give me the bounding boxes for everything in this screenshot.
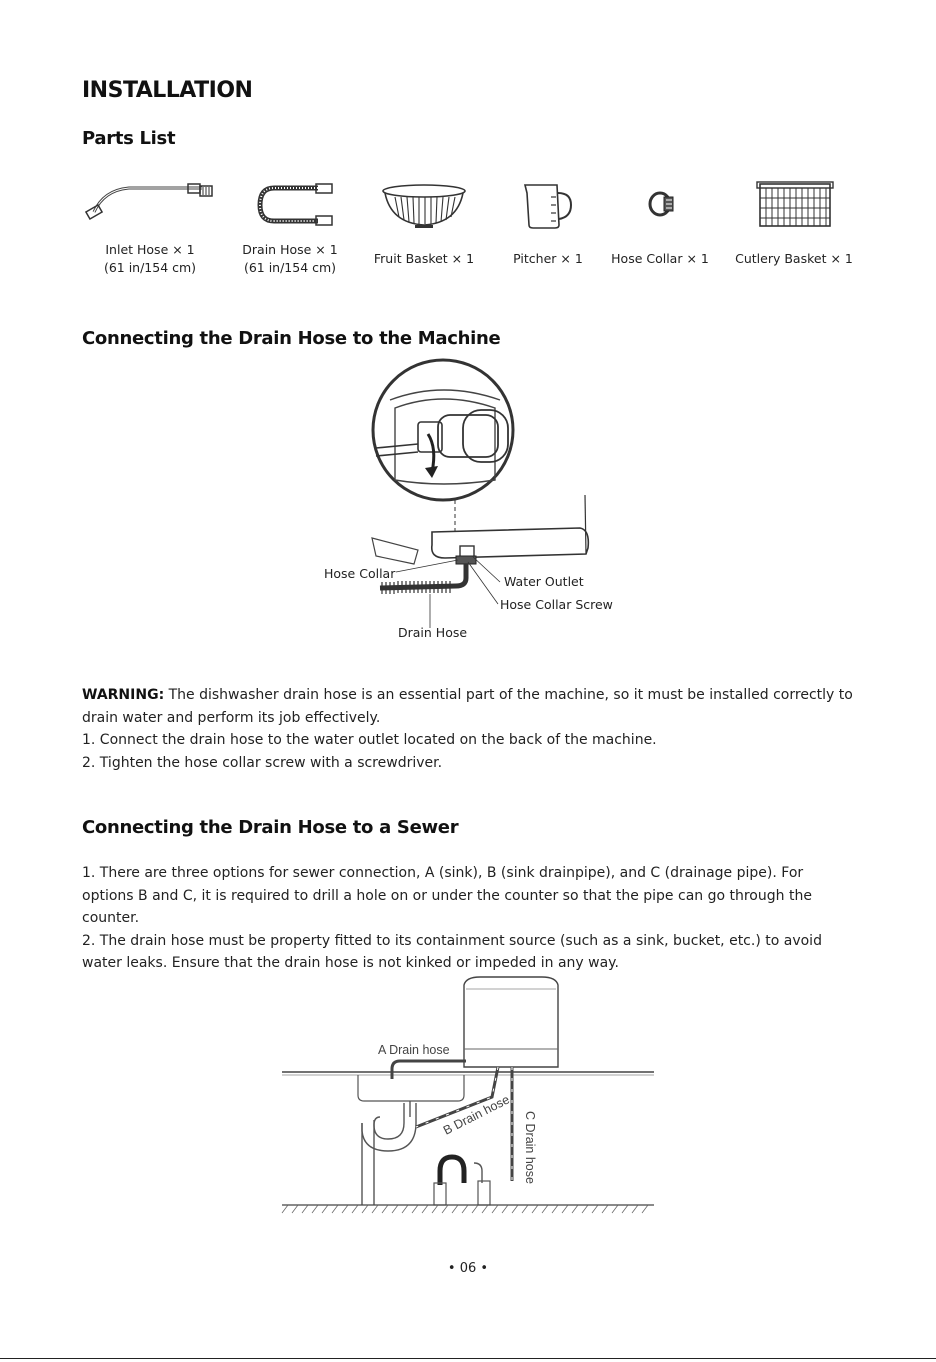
label-b-drain-hose: B Drain hose (441, 1092, 512, 1138)
bottom-rule (0, 1358, 936, 1359)
label-hose-collar-screw: Hose Collar Screw (500, 597, 613, 612)
fruit-basket-icon (381, 183, 467, 229)
step-2: 2. Tighten the hose collar screw with a screwdriver. (82, 754, 443, 771)
sewer-paragraph-1: 1. There are three options for sewer connection, A (sink), B (sink drainpipe), and C (drainage pipe). For options B and C, it is required to drill a hole on or under the counter so that the pipe can go through the counter. (82, 865, 812, 926)
label-drain-hose: Drain Hose (398, 625, 468, 640)
sewer-connection-diagram (280, 975, 656, 1215)
pitcher-icon (523, 181, 575, 231)
drain-hose-icon (254, 183, 338, 229)
parts-list-heading: Parts List (82, 128, 176, 149)
step-1: 1. Connect the drain hose to the water outlet located on the back of the machine. (82, 732, 657, 748)
part-label-fruit-basket: Fruit Basket × 1 (373, 251, 475, 266)
cutlery-basket-icon (756, 180, 834, 230)
sewer-paragraph-2: 2. The drain hose must be property fitted to its containment source (such as a sink, bucket, etc.) to avoid water leaks. Ensure that the drain hose is not kinked or impeded in any way. (82, 932, 822, 971)
label-water-outlet: Water Outlet (504, 574, 584, 589)
hose-collar-icon (648, 191, 676, 217)
warning-block (82, 684, 862, 774)
part-label-hose-collar: Hose Collar × 1 (611, 251, 709, 266)
part-label-pitcher: Pitcher × 1 (513, 251, 583, 266)
part-label-inlet-hose: Inlet Hose × 1 (61 in/154 cm) (103, 242, 197, 275)
warning-paragraph: WARNING: The dishwasher drain hose is an essential part of the machine, so it must be installed correctly to drain water and perform its job effectively. (82, 687, 853, 726)
page-number: • 06 • (447, 1261, 489, 1276)
inlet-hose-icon (84, 182, 218, 222)
label-c-drain-hose: C Drain hose (523, 1111, 537, 1184)
label-hose-collar: Hose Collar (324, 566, 396, 581)
warning-label: WARNING: (82, 687, 165, 703)
page-title: INSTALLATION (82, 78, 253, 103)
part-label-cutlery-basket: Cutlery Basket × 1 (735, 251, 853, 266)
part-label-drain-hose: Drain Hose × 1 (61 in/154 cm) (242, 242, 338, 275)
sewer-section-heading: Connecting the Drain Hose to a Sewer (82, 817, 459, 838)
sewer-instructions (82, 862, 854, 975)
label-a-drain-hose: A Drain hose (378, 1043, 450, 1057)
machine-section-heading: Connecting the Drain Hose to the Machine (82, 328, 501, 349)
